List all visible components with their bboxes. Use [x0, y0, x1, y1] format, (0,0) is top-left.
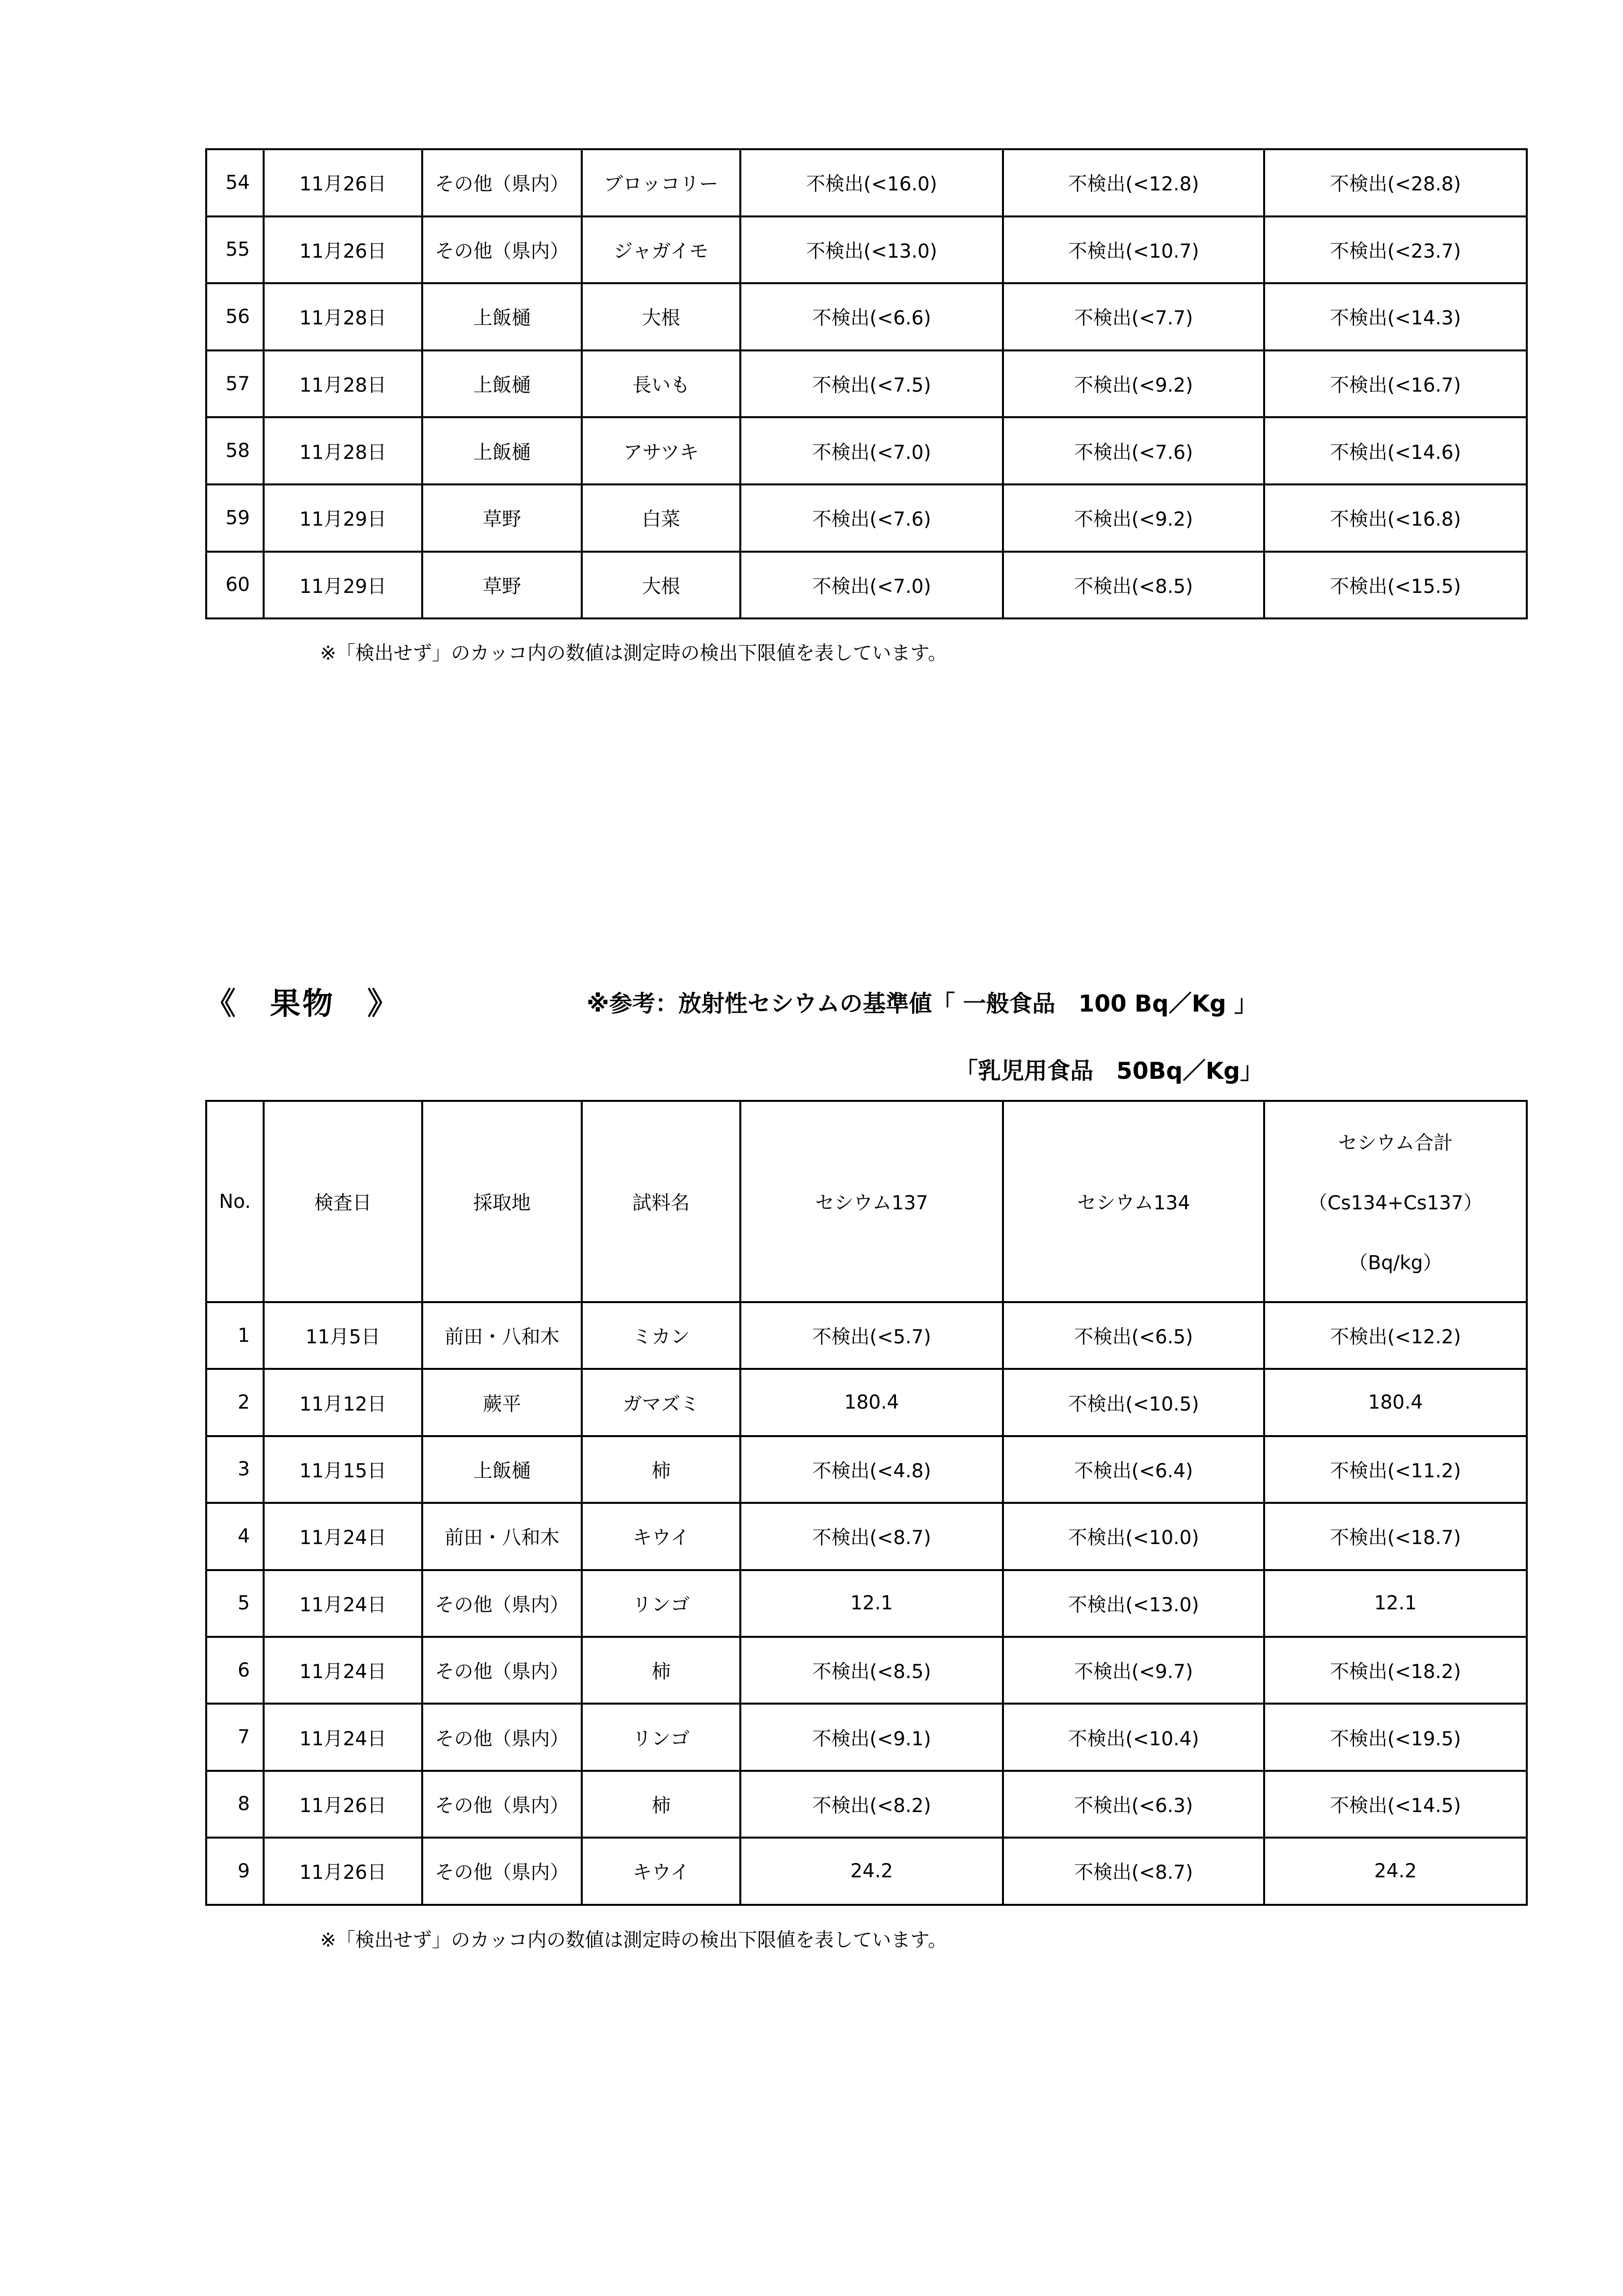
row-number: 56: [206, 283, 264, 350]
cesium-137-value: 不検出(<5.7): [740, 1302, 1003, 1369]
vegetable-results-body: [206, 149, 1527, 618]
table-row: [206, 552, 1527, 619]
inspection-date: 11月29日: [264, 552, 422, 619]
table-row: [206, 484, 1527, 552]
cesium-134-value: 不検出(<6.3): [1003, 1771, 1264, 1838]
sample-name: 白菜: [582, 484, 740, 552]
detection-limit-note: ※「検出せず」のカッコ内の数値は測定時の検出下限値を表しています。: [320, 642, 947, 665]
table-row: [206, 1637, 1527, 1704]
collection-place: その他（県内）: [422, 1637, 582, 1704]
header-cesium-134: セシウム134: [1003, 1101, 1264, 1302]
inspection-date: 11月15日: [264, 1436, 422, 1503]
cesium-137-value: 不検出(<9.1): [740, 1704, 1003, 1770]
cesium-134-value: 不検出(<6.4): [1003, 1436, 1264, 1503]
reference-standard-infant: 「乳児用食品 50Bq／Kg」: [955, 1058, 1263, 1085]
fruit-results-body: [206, 1302, 1527, 1905]
cesium-134-value: 不検出(<8.5): [1003, 552, 1264, 619]
sample-name: 柿: [582, 1436, 740, 1503]
table-row: [206, 1771, 1527, 1838]
row-number: 1: [206, 1302, 264, 1369]
cesium-total-value: 12.1: [1264, 1570, 1527, 1637]
collection-place: 上飯樋: [422, 1436, 582, 1503]
header-no: No.: [206, 1101, 264, 1302]
table-row: [206, 1704, 1527, 1770]
table-row: [206, 1838, 1527, 1904]
table-row: [206, 417, 1527, 484]
row-number: 6: [206, 1637, 264, 1704]
table-row: [206, 1436, 1527, 1503]
cesium-137-value: 不検出(<13.0): [740, 216, 1003, 284]
section-title: 《 果物 》: [205, 986, 400, 1021]
sample-name: ガマズミ: [582, 1369, 740, 1436]
reference-standard-general: ※参考：放射性セシウムの基準値「 一般食品 100 Bq／Kg 」: [587, 990, 1257, 1017]
table-row: [206, 1302, 1527, 1369]
inspection-date: 11月5日: [264, 1302, 422, 1369]
inspection-date: 11月26日: [264, 216, 422, 284]
sample-name: アサツキ: [582, 417, 740, 484]
sample-name: ミカン: [582, 1302, 740, 1369]
cesium-total-value: 不検出(<15.5): [1264, 552, 1527, 619]
header-total-line-3: （Bq/kg）: [1349, 1252, 1442, 1274]
header-cesium-total-stack: [1265, 1128, 1526, 1275]
header-place: 採取地: [422, 1101, 582, 1302]
inspection-date: 11月28日: [264, 350, 422, 418]
sample-name: 長いも: [582, 350, 740, 418]
cesium-134-value: 不検出(<7.6): [1003, 417, 1264, 484]
collection-place: 前田・八和木: [422, 1503, 582, 1570]
sample-name: キウイ: [582, 1503, 740, 1570]
inspection-date: 11月24日: [264, 1503, 422, 1570]
table-row: [206, 350, 1527, 418]
row-number: 2: [206, 1369, 264, 1436]
collection-place: その他（県内）: [422, 1704, 582, 1770]
collection-place: その他（県内）: [422, 149, 582, 216]
sample-name: 大根: [582, 552, 740, 619]
cesium-134-value: 不検出(<6.5): [1003, 1302, 1264, 1369]
table-row: [206, 216, 1527, 284]
sample-name: ジャガイモ: [582, 216, 740, 284]
row-number: 55: [206, 216, 264, 284]
inspection-date: 11月24日: [264, 1704, 422, 1770]
collection-place: その他（県内）: [422, 1570, 582, 1637]
row-number: 57: [206, 350, 264, 418]
cesium-134-value: 不検出(<9.7): [1003, 1637, 1264, 1704]
cesium-134-value: 不検出(<7.7): [1003, 283, 1264, 350]
collection-place: その他（県内）: [422, 1771, 582, 1838]
table-row: [206, 1570, 1527, 1637]
collection-place: 蕨平: [422, 1369, 582, 1436]
cesium-137-value: 不検出(<6.6): [740, 283, 1003, 350]
fruit-results-table: [205, 1100, 1528, 1906]
collection-place: 前田・八和木: [422, 1302, 582, 1369]
cesium-134-value: 不検出(<9.2): [1003, 484, 1264, 552]
row-number: 4: [206, 1503, 264, 1570]
sample-name: ブロッコリー: [582, 149, 740, 216]
inspection-date: 11月28日: [264, 417, 422, 484]
cesium-total-value: 不検出(<18.7): [1264, 1503, 1527, 1570]
table-row: [206, 149, 1527, 216]
row-number: 59: [206, 484, 264, 552]
cesium-total-value: 不検出(<14.3): [1264, 283, 1527, 350]
sample-name: リンゴ: [582, 1704, 740, 1770]
cesium-137-value: 不検出(<7.0): [740, 552, 1003, 619]
cesium-total-value: 不検出(<16.7): [1264, 350, 1527, 418]
sample-name: 柿: [582, 1637, 740, 1704]
row-number: 5: [206, 1570, 264, 1637]
cesium-total-value: 不検出(<23.7): [1264, 216, 1527, 284]
collection-place: 上飯樋: [422, 417, 582, 484]
inspection-date: 11月28日: [264, 283, 422, 350]
cesium-134-value: 不検出(<10.4): [1003, 1704, 1264, 1770]
cesium-total-value: 不検出(<28.8): [1264, 149, 1527, 216]
cesium-total-value: 不検出(<14.5): [1264, 1771, 1527, 1838]
cesium-total-value: 不検出(<18.2): [1264, 1637, 1527, 1704]
row-number: 60: [206, 552, 264, 619]
cesium-134-value: 不検出(<10.5): [1003, 1369, 1264, 1436]
cesium-134-value: 不検出(<13.0): [1003, 1570, 1264, 1637]
vegetable-results-table: [205, 148, 1528, 619]
cesium-137-value: 不検出(<8.7): [740, 1503, 1003, 1570]
cesium-137-value: 180.4: [740, 1369, 1003, 1436]
collection-place: その他（県内）: [422, 1838, 582, 1904]
row-number: 7: [206, 1704, 264, 1770]
header-total-line-1: セシウム合計: [1338, 1132, 1453, 1154]
cesium-total-value: 24.2: [1264, 1838, 1527, 1904]
cesium-134-value: 不検出(<10.7): [1003, 216, 1264, 284]
inspection-date: 11月12日: [264, 1369, 422, 1436]
table-row: [206, 283, 1527, 350]
inspection-date: 11月26日: [264, 1838, 422, 1904]
cesium-total-value: 不検出(<19.5): [1264, 1704, 1527, 1770]
collection-place: その他（県内）: [422, 216, 582, 284]
cesium-137-value: 24.2: [740, 1838, 1003, 1904]
collection-place: 草野: [422, 552, 582, 619]
collection-place: 上飯樋: [422, 350, 582, 418]
sample-name: 柿: [582, 1771, 740, 1838]
cesium-137-value: 不検出(<4.8): [740, 1436, 1003, 1503]
header-cesium-total: [1264, 1101, 1527, 1302]
inspection-date: 11月29日: [264, 484, 422, 552]
detection-limit-note: ※「検出せず」のカッコ内の数値は測定時の検出下限値を表しています。: [320, 1929, 947, 1951]
cesium-total-value: 不検出(<14.6): [1264, 417, 1527, 484]
cesium-total-value: 不検出(<12.2): [1264, 1302, 1527, 1369]
cesium-134-value: 不検出(<8.7): [1003, 1838, 1264, 1904]
table-row: [206, 1369, 1527, 1436]
cesium-137-value: 不検出(<8.2): [740, 1771, 1003, 1838]
inspection-date: 11月26日: [264, 1771, 422, 1838]
cesium-137-value: 不検出(<16.0): [740, 149, 1003, 216]
inspection-date: 11月24日: [264, 1570, 422, 1637]
sample-name: 大根: [582, 283, 740, 350]
cesium-137-value: 不検出(<7.6): [740, 484, 1003, 552]
row-number: 3: [206, 1436, 264, 1503]
header-date: 検査日: [264, 1101, 422, 1302]
cesium-137-value: 不検出(<8.5): [740, 1637, 1003, 1704]
inspection-date: 11月26日: [264, 149, 422, 216]
fruit-results-header: [206, 1101, 1527, 1302]
cesium-total-value: 不検出(<16.8): [1264, 484, 1527, 552]
header-cesium-137: セシウム137: [740, 1101, 1003, 1302]
row-number: 9: [206, 1838, 264, 1904]
inspection-date: 11月24日: [264, 1637, 422, 1704]
row-number: 54: [206, 149, 264, 216]
cesium-137-value: 不検出(<7.0): [740, 417, 1003, 484]
row-number: 8: [206, 1771, 264, 1838]
sample-name: リンゴ: [582, 1570, 740, 1637]
sample-name: キウイ: [582, 1838, 740, 1904]
table-row: [206, 1503, 1527, 1570]
cesium-total-value: 180.4: [1264, 1369, 1527, 1436]
collection-place: 上飯樋: [422, 283, 582, 350]
collection-place: 草野: [422, 484, 582, 552]
header-row: [206, 1101, 1527, 1302]
cesium-134-value: 不検出(<10.0): [1003, 1503, 1264, 1570]
cesium-134-value: 不検出(<9.2): [1003, 350, 1264, 418]
row-number: 58: [206, 417, 264, 484]
cesium-total-value: 不検出(<11.2): [1264, 1436, 1527, 1503]
header-sample: 試料名: [582, 1101, 740, 1302]
cesium-137-value: 不検出(<7.5): [740, 350, 1003, 418]
cesium-134-value: 不検出(<12.8): [1003, 149, 1264, 216]
cesium-137-value: 12.1: [740, 1570, 1003, 1637]
header-total-line-2: （Cs134+Cs137）: [1308, 1192, 1483, 1214]
